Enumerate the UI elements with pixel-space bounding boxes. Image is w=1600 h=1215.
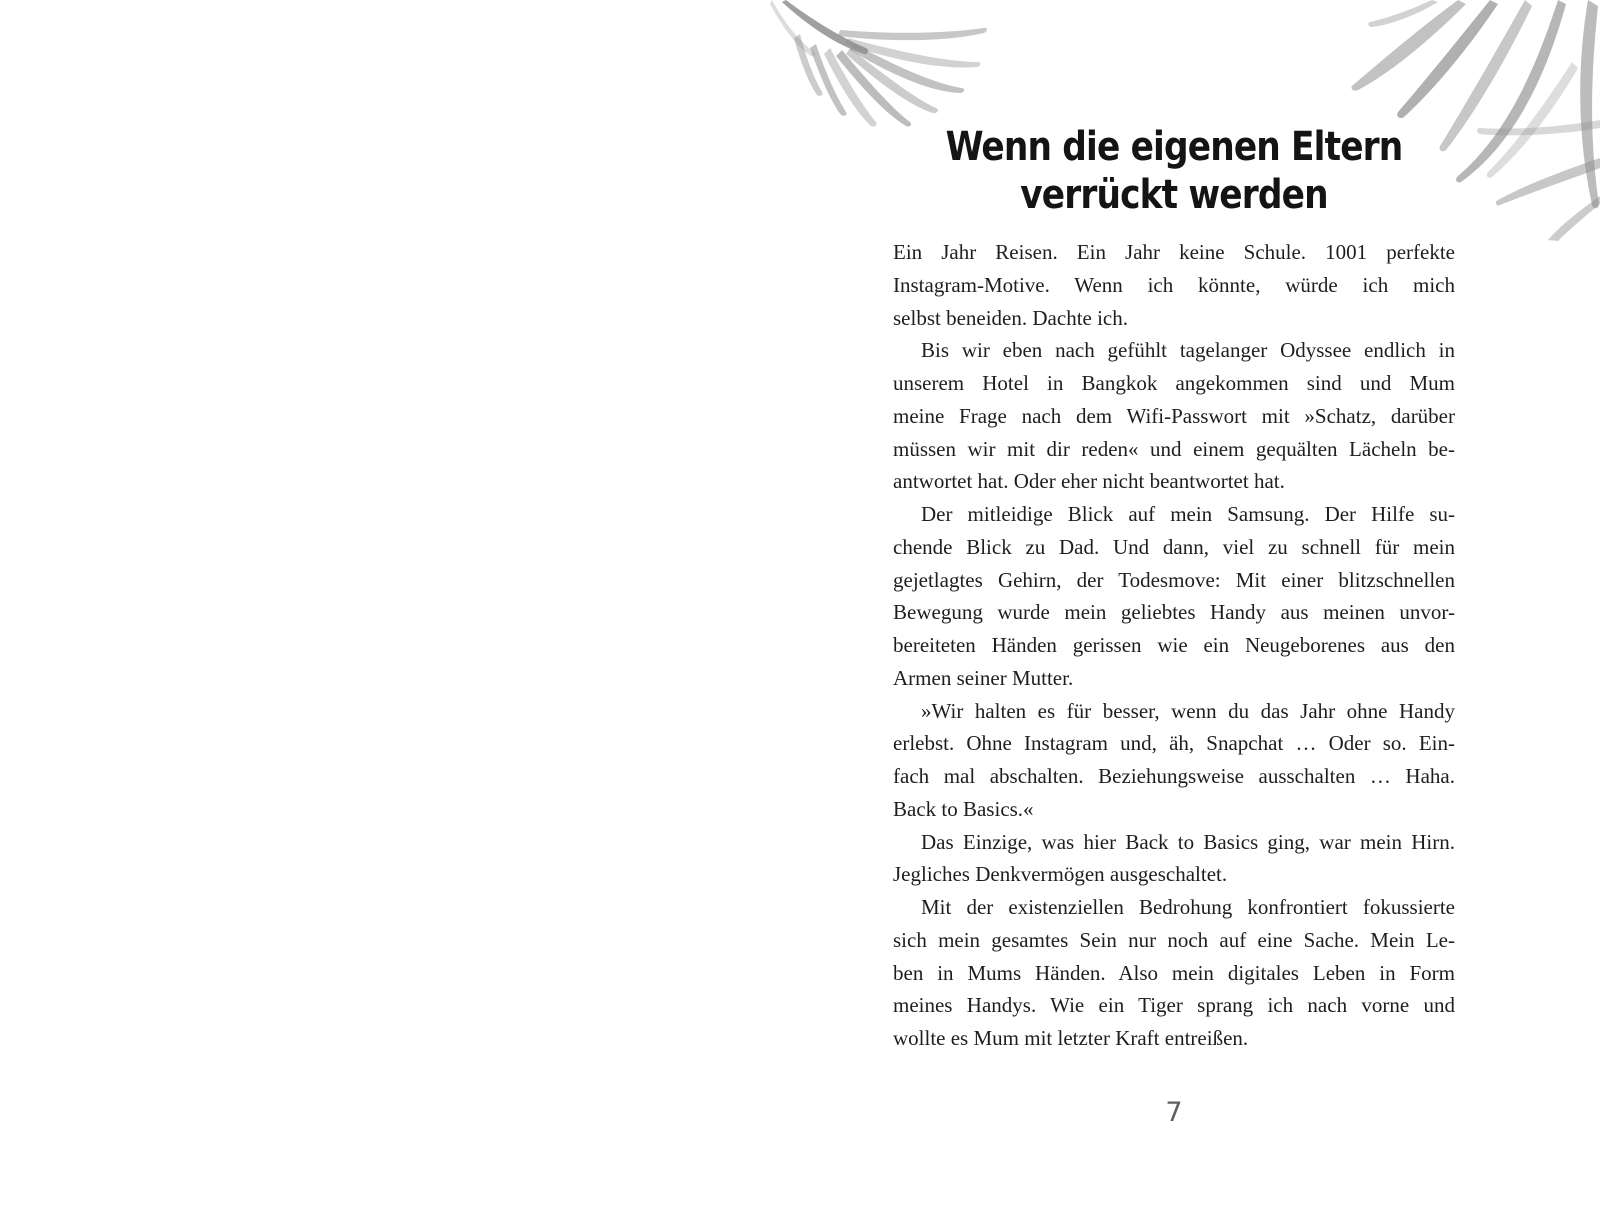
paragraph bbox=[893, 236, 1455, 334]
chapter-title-line2: verrückt werden bbox=[1020, 171, 1328, 218]
text-line: unserem Hotel in Bangkok angekommen sind und Mum bbox=[893, 371, 1455, 395]
text-line: chende Blick zu Dad. Und dann, viel zu schnell für mein bbox=[893, 534, 1455, 559]
text-line: selbst beneiden. Dachte ich. bbox=[893, 305, 1128, 330]
body-text bbox=[893, 236, 1455, 1055]
text-line: gejetlagtes Gehirn, der Todesmove: Mit einer blitzschnellen bbox=[893, 567, 1455, 592]
text-line: wollte es Mum mit letzter Kraft entreißen. bbox=[893, 1026, 1249, 1050]
text-line: Ein Jahr Reisen. Ein Jahr keine Schule. 1001 perfekte bbox=[893, 240, 1455, 264]
text-line: bereiteten Händen gerissen wie ein Neugeborenes aus den bbox=[893, 633, 1455, 657]
chapter-title-line1: Wenn die eigenen Eltern bbox=[945, 123, 1403, 170]
text-line: Mit der existenziellen Bedrohung konfrontiert fokussierte bbox=[921, 895, 1455, 919]
text-line: »Wir halten es für besser, wenn du das Jahr ohne Handy bbox=[921, 698, 1455, 723]
text-line: ben in Mums Händen. Also mein digitales Leben in Form bbox=[893, 960, 1455, 985]
text-line: Jegliches Denkvermögen ausgeschaltet. bbox=[893, 862, 1228, 887]
page-number: 7 bbox=[1165, 1097, 1183, 1128]
paragraph bbox=[893, 498, 1455, 695]
blank-left-page bbox=[0, 0, 770, 1215]
text-line: antwortet hat. Oder eher nicht beantwortet hat. bbox=[893, 469, 1285, 494]
leaf-branch-top-left-icon bbox=[770, 0, 990, 140]
text-line: Der mitleidige Blick auf mein Samsung. Der Hilfe su- bbox=[921, 502, 1455, 526]
text-line: Bis wir eben nach gefühlt tagelanger Odyssee endlich in bbox=[921, 338, 1455, 363]
text-line: Back to Basics.« bbox=[893, 796, 1034, 821]
paragraph bbox=[893, 334, 1455, 498]
paragraph bbox=[893, 695, 1455, 826]
text-line: erlebst. Ohne Instagram und, äh, Snapchat … Oder so. Ein- bbox=[893, 731, 1455, 756]
text-line: Bewegung wurde mein geliebtes Handy aus meinen unvor- bbox=[893, 600, 1455, 625]
paragraph bbox=[893, 826, 1455, 892]
text-line: müssen wir mit dir reden« und einem gequälten Lächeln be- bbox=[893, 436, 1455, 461]
text-line: Instagram-Motive. Wenn ich könnte, würde ich mich bbox=[893, 272, 1455, 297]
paragraph bbox=[893, 891, 1455, 1055]
text-line: sich mein gesamtes Sein nur noch auf eine Sache. Mein Le- bbox=[893, 927, 1455, 952]
text-line: meine Frage nach dem Wifi-Passwort mit »Schatz, darüber bbox=[893, 403, 1455, 428]
chapter-title bbox=[932, 123, 1415, 219]
text-line: fach mal abschalten. Beziehungsweise ausschalten … Haha. bbox=[893, 764, 1455, 788]
text-line: Das Einzige, was hier Back to Basics ging, war mein Hirn. bbox=[921, 829, 1455, 854]
text-line: meines Handys. Wie ein Tiger sprang ich nach vorne und bbox=[893, 993, 1455, 1018]
text-line: Armen seiner Mutter. bbox=[893, 665, 1074, 690]
